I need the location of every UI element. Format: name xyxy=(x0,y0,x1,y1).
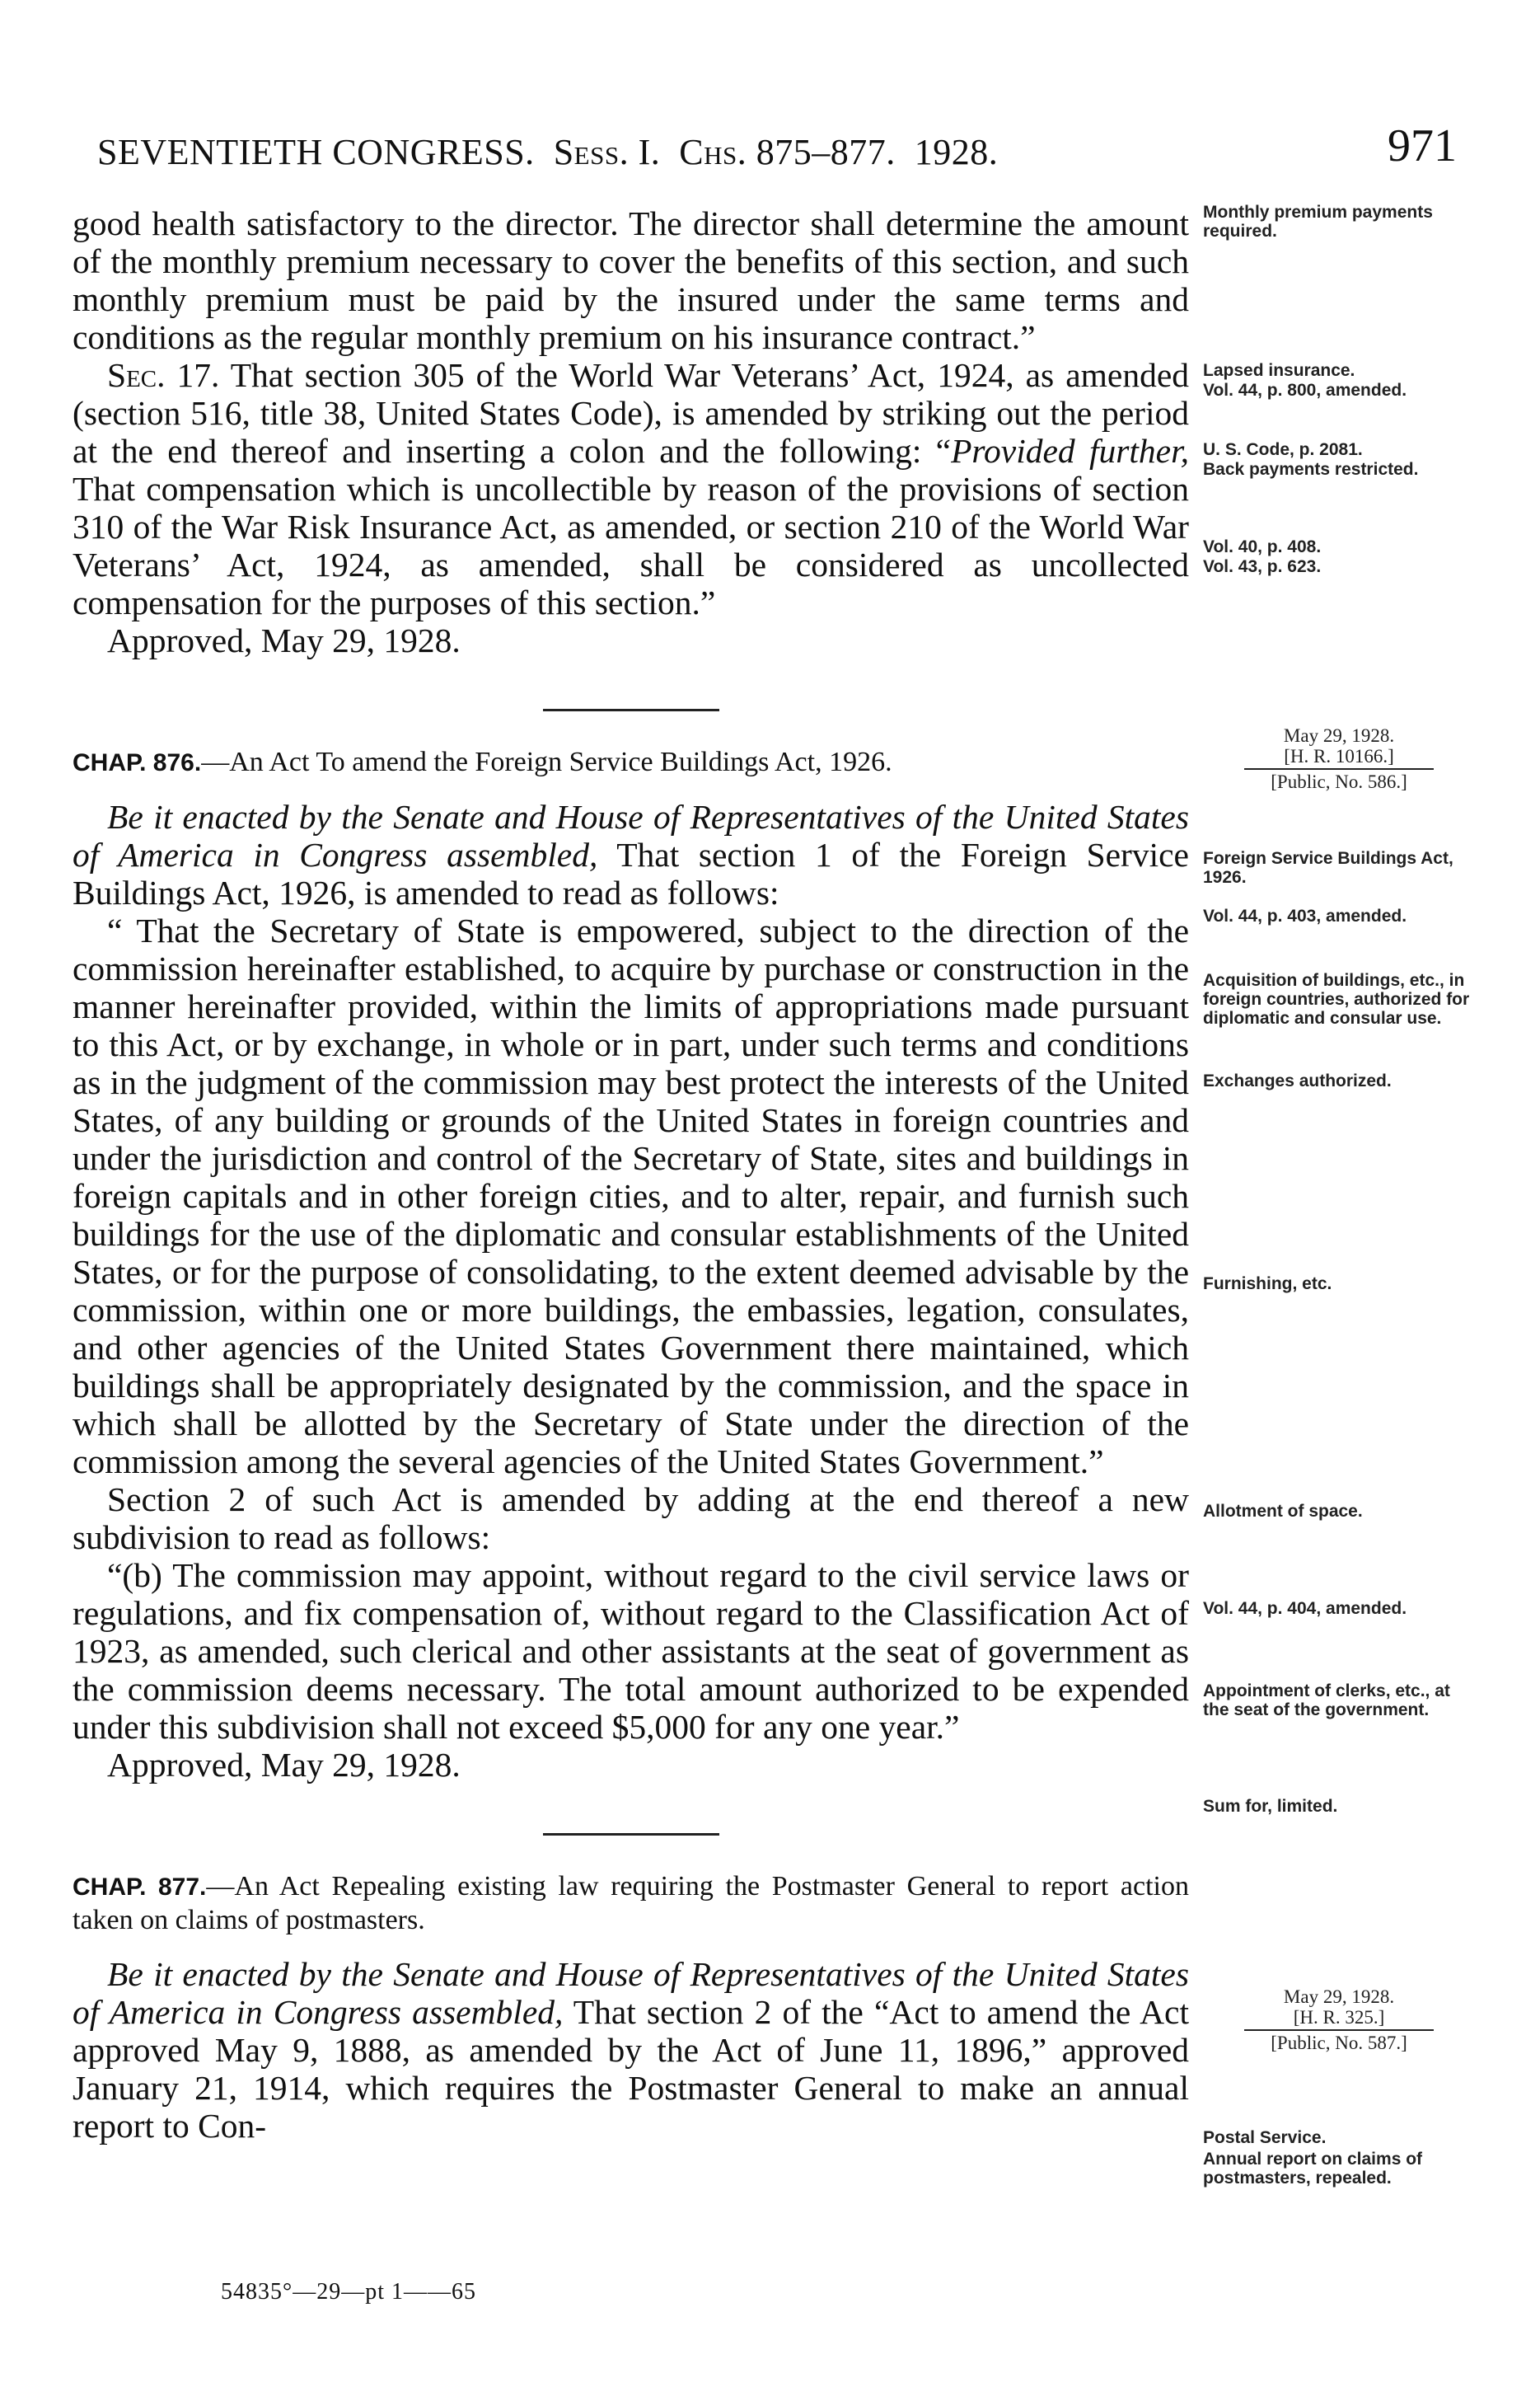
chap-877-title: —An Act Repealing existing law requiring the Postmaster General to report action taken on claims of postmasters. xyxy=(73,1871,1189,1935)
section-17-rest: That compensation which is uncollectible by reason of the provisions of section 310 of the War Risk Insurance Act, as amended, or section 210 of the World War Veterans’ Act, 1924, as amended, shall be considered as uncollected compensation for the purposes of this section.” xyxy=(73,470,1189,621)
margin-note-back-payments: Back payments restricted. xyxy=(1203,460,1419,479)
margin-note-vol40: Vol. 40, p. 408. xyxy=(1203,537,1322,556)
margin-note-postal: Postal Service. xyxy=(1203,2128,1327,2147)
chap-876-number: CHAP. 876. xyxy=(73,749,202,776)
enacting-italic-877: Be it enacted by the Senate and House of Representatives of the United States of America in Congress assembled, xyxy=(73,1955,1189,2031)
section-17-lead: Sec. 17. xyxy=(107,356,220,394)
page-number: 971 xyxy=(1388,120,1457,171)
section-17-text: That section 305 of the World War Veterans’ Act, 1924, as amended (section 516, title 38, United States Code), is amended by striking out the period at the end thereof and inserting a colon and the following: “ xyxy=(73,356,1189,470)
session-label: Sess. I. xyxy=(553,132,661,172)
margin-note-allotment: Allotment of space. xyxy=(1203,1502,1363,1521)
enacting-rest-876: That section 1 of the Foreign Service Buildings Act, 1926, is amended to read as follows: xyxy=(73,836,1189,912)
section-17 xyxy=(73,356,1189,621)
ref-876-public: [Public, No. 586.] xyxy=(1271,771,1407,792)
ref-877-date: May 29, 1928. xyxy=(1283,1986,1395,2007)
enacting-rest-877: That section 2 of the “Act to amend the Act approved May 9, 1888, as amended by the Act of June 11, 1896,” approved January 21, 1914, which requires the Postmaster General to make an annual report to Con- xyxy=(73,1993,1189,2145)
margin-note-usc: U. S. Code, p. 2081. xyxy=(1203,440,1363,459)
congress-title: SEVENTIETH CONGRESS. xyxy=(97,132,535,172)
chap-877-number: CHAP. 877. xyxy=(73,1873,207,1901)
body-text xyxy=(73,204,1189,2145)
margin-note-acquisition: Acquisition of buildings, etc., in foreign countries, authorized for diplomatic and consular use. xyxy=(1203,971,1470,1028)
margin-note-foreign-service: Foreign Service Buildings Act, 1926. xyxy=(1203,849,1453,887)
enacting-clause-877 xyxy=(73,1955,1189,2145)
page-header xyxy=(97,120,1457,185)
print-signature: 54835°—29—pt 1——65 xyxy=(221,2279,476,2305)
enacting-italic-876: Be it enacted by the Senate and House of Representatives of the United States of America in Congress assembled, xyxy=(73,798,1189,874)
margin-note-vol44-800: Vol. 44, p. 800, amended. xyxy=(1203,381,1407,400)
ref-876-date: May 29, 1928. xyxy=(1283,725,1395,746)
paragraph-continuation: good health satisfactory to the director. The director shall determine the amount of the monthly premium necessary to cover the benefits of this section, and such monthly premium must be paid by the insured under the same terms and conditions as the regular monthly premium on his insurance contract.” xyxy=(73,204,1189,356)
approved-line-2: Approved, May 29, 1928. xyxy=(107,1746,461,1784)
margin-note-lapsed: Lapsed insurance. xyxy=(1203,361,1355,380)
ref-876-bill: [H. R. 10166.] xyxy=(1284,746,1394,767)
chap-876-heading xyxy=(73,746,1189,780)
margin-note-vol43: Vol. 43, p. 623. xyxy=(1203,557,1322,576)
year-label: 1928. xyxy=(914,132,999,172)
margin-note-monthly-premium: Monthly premium payments required. xyxy=(1203,203,1433,241)
ref-877-bill: [H. R. 325.] xyxy=(1293,2007,1385,2028)
reference-block-876 xyxy=(1215,725,1463,792)
chap-876-title: —An Act To amend the Foreign Service Buildings Act, 1926. xyxy=(201,747,892,777)
margin-note-furnishing: Furnishing, etc. xyxy=(1203,1274,1332,1293)
section-2-amend: Section 2 of such Act is amended by adding at the end thereof a new subdivision to read as follows: xyxy=(73,1480,1189,1556)
subdivision-b: “(b) The commission may appoint, without regard to the civil service laws or regulations, and fix compensation of, without regard to the Classification Act of 1923, as amended, such clerical and other assistants at the seat of government as the commission deems necessary. The total amount authorized to be expended under this subdivision shall not exceed $5,000 for any one year.” xyxy=(73,1556,1189,1746)
margin-note-appointment: Appointment of clerks, etc., at the seat of the government. xyxy=(1203,1681,1450,1719)
chapters-label: Chs. 875–877. xyxy=(679,132,896,172)
ref-876-rule xyxy=(1244,768,1434,770)
margin-note-sum-for: Sum for, limited. xyxy=(1203,1797,1338,1816)
ref-877-rule xyxy=(1244,2029,1434,2031)
margin-note-annual-report: Annual report on claims of postmasters, repealed. xyxy=(1203,2150,1423,2188)
reference-block-877 xyxy=(1215,1986,1463,2053)
chap-877-heading xyxy=(73,1870,1189,1937)
proviso-label: Provided further, xyxy=(951,432,1189,470)
margin-note-vol44-403: Vol. 44, p. 403, amended. xyxy=(1203,907,1407,926)
approved-line-1: Approved, May 29, 1928. xyxy=(107,621,461,659)
running-head xyxy=(97,131,998,173)
enacting-clause-876 xyxy=(73,798,1189,912)
ref-877-public: [Public, No. 587.] xyxy=(1271,2033,1407,2053)
margin-note-exchanges: Exchanges authorized. xyxy=(1203,1072,1392,1090)
margin-note-vol44-404: Vol. 44, p. 404, amended. xyxy=(1203,1599,1407,1618)
section-1-quote: “ That the Secretary of State is empowered, subject to the direction of the commission hereinafter established, to acquire by purchase or construction in the manner hereinafter provided, within the limits of appropriations made pursuant to this Act, or by exchange, in whole or in part, under such terms and conditions as in the judgment of the commission may best protect the interests of the United States, of any building or grounds of the United States in foreign countries and under the jurisdiction and control of the Secretary of State, sites and buildings in foreign capitals and in other foreign cities, and to alter, repair, and furnish such buildings for the use of the diplomatic and consular establishments of the United States, or for the purpose of consolidating, to the extent deemed advisable by the commission, within one or more buildings, the embassies, legation, consulates, and other agencies of the United States Government there maintained, which buildings shall be appropriately designated by the commission, and the space in which shall be allotted by the Secretary of State under the direction of the commission among the several agencies of the United States Government.” xyxy=(73,912,1189,1480)
